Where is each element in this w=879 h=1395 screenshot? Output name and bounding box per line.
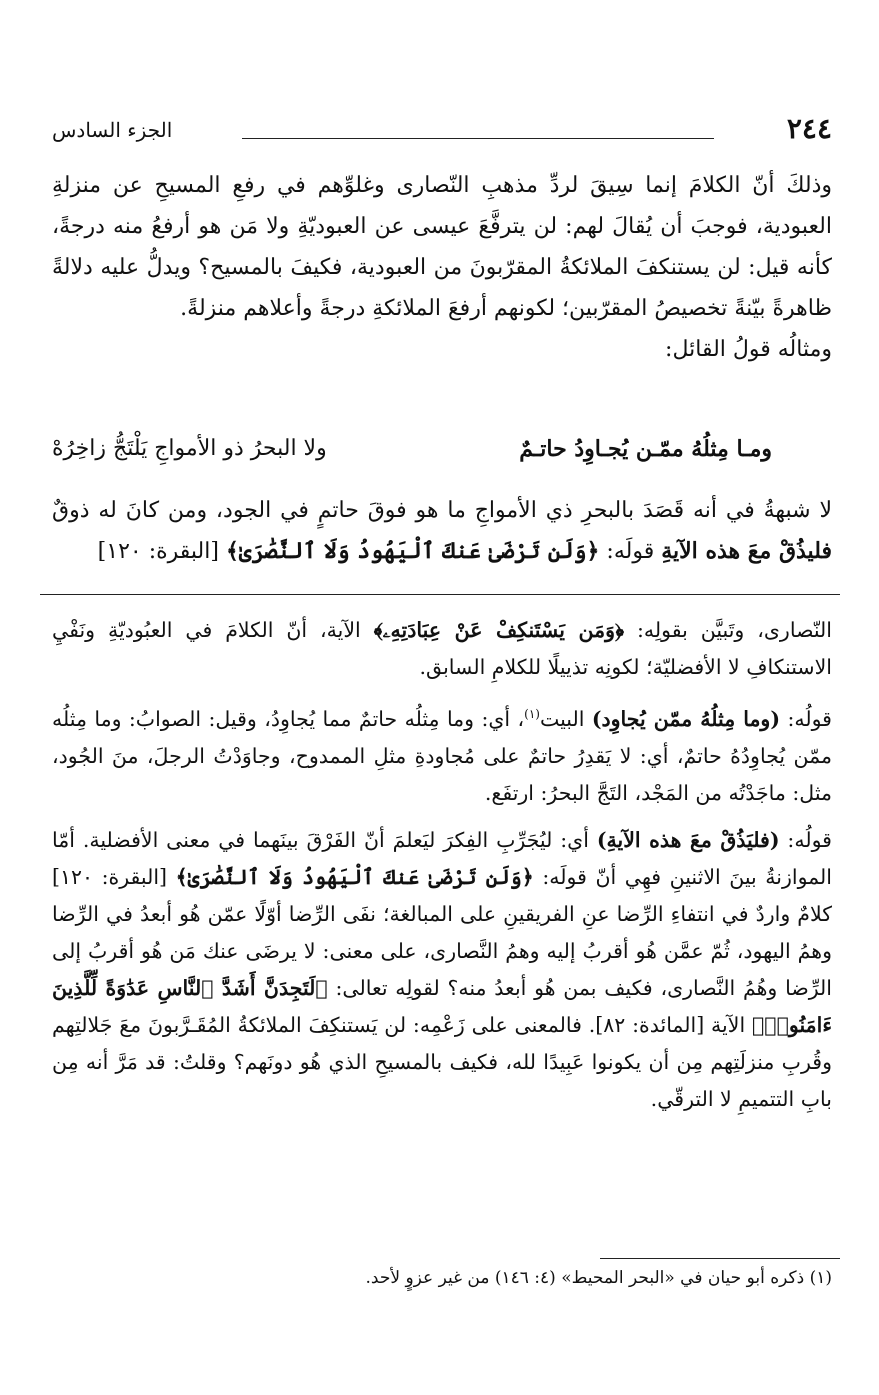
main-paragraph-1: وذلكَ أنّ الكلامَ إنما سِيقَ لردِّ مذهبِ النّصارى وغلوِّهم في رفعِ المسيحِ عن منزلةِ العبودية، فوجبَ أن يُقالَ لهم: لن يترفَّعَ عيسى عن العبوديّةِ ولا مَن هو أرفعُ منه درجةً، كأنه قيل: لن يستنكفَ الملائكةُ المقرّبونَ من العبودية، فكيفَ بالمسيح؟ ويدلُّ عليه دلالةً ظاهرةً بيّنةً تخصيصُ المقرّبين؛ لكونهم أرفعَ الملائكةِ درجةً وأعلاهم منزلةً. [52, 173, 832, 321]
commentary-paragraph-3 [52, 822, 832, 1118]
quran-verse: ﴿وَلَن تَرْضَىٰ عَنكَ ٱلْيَهُودُ وَلَا ٱلنَّصَٰرَىٰ﴾ [225, 538, 600, 564]
quran-verse: ﴿لَتَجِدَنَّ أَشَدَّ ٱلنَّاسِ عَدَٰوَةً لِّلَّذِينَ ءَامَنُوا۟﴾ [52, 975, 832, 1037]
footnote-marker[interactable]: (١) [524, 707, 540, 721]
running-title: الجزء السادس [52, 118, 173, 142]
footnote: (١) ذكره أبو حيان في «البحر المحيط» (٤: ١٤٦) من غير عزوٍ لأحد. [365, 1268, 832, 1288]
commentary-text: الآية، أنّ الكلامَ في العبُوديّةِ ونَفْيِ الاستنكافِ لا الأفضليّة؛ لكونِه تذييلًا للكلامِ السابق. [52, 618, 832, 679]
verse-first-hemistich: ومـا مِثلُهُ ممّـن يُجـاوِدُ حاتـمٌ [519, 436, 772, 462]
commentary-text: فالمعنى على زَعْمِه: لن يَستنكِفَ الملائكةُ المُقَـرَّبونَ معَ جَلالتِهم وقُربِ منزلَتِهم مِن أن يكونوا عَبِيدًا لله، فكيف بالمسيحِ الذي هُو دونَهم؟ وقلتُ: قد مَرَّ أنه مِن بابِ التتميمِ لا الترقّي. [52, 1012, 832, 1111]
commentary-text: البيت [539, 706, 585, 731]
commentary-label: قولُه: [787, 706, 832, 731]
paragraph-3-mid: قولَه: [606, 539, 655, 564]
commentary-text: النّصارى، وتَبيَّن بقولِه: [637, 618, 832, 642]
quran-verse: ﴿وَمَن يَسْتَنكِفْ عَنْ عِبَادَتِهِۦ﴾ [373, 618, 625, 642]
verse-reference: [البقرة: ١٢٠] [52, 864, 168, 889]
main-paragraph-3 [52, 490, 832, 572]
page-header [52, 112, 832, 152]
footnote-rule [600, 1258, 840, 1259]
quran-verse: ﴿وَلَن تَرْضَىٰ عَنكَ ٱلْيَهُودُ وَلَا ٱلنَّصَٰرَىٰ﴾ [175, 864, 534, 889]
commentary-label: قولُه: [787, 827, 832, 852]
paragraph-3-text: لا شبهةُ في أنه قَصَدَ بالبحرِ ذي الأمواجِ ما هو فوقَ حاتمٍ في الجود، ومن كانَ له ذوقٌ [52, 498, 832, 523]
main-text-continued [52, 490, 832, 572]
commentary-text: كلامٌ واردٌ في انتفاءِ الرِّضا عنِ الفريقينِ على المبالغة؛ نفَى الرِّضا أوّلًا عمّن هُو أبعدُ في الرِّضا وهمُ اليهود، ثُمّ عمَّن هُو أقربُ إليه وهمُ النَّصارى، على معنى: لا يرضَى عنك مَن هُو أقربُ إلى الرِّضا وهُمُ النَّصارى، فكيف بمن هُو أبعدُ منه؟ لقولِه تعالى: [52, 901, 832, 1000]
commentary [52, 612, 832, 1128]
header-rule [242, 138, 714, 139]
commentary-text: ، أي: وما مِثلُه حاتمٌ مما يُجاوِدُ، وقيل: الصوابُ: وما مِثلُه ممّن يُجاوِدُهُ حاتمٌ، أي: لا يَقدِرُ حاتمٌ على مُجاودةِ مثلِ الممدوح، وجاوَدْتُ الرجلَ، منَ الجُود، مثل: ماجَدْتُه من المَجْد، التَجَّ البحرُ: ارتفَع. [52, 706, 832, 805]
commentary-paragraph-1 [52, 612, 832, 686]
commentary-paragraph-2 [52, 696, 832, 812]
verse-reference: الآية [المائدة: ٨٢]. [588, 1012, 746, 1037]
poetry-verse [52, 430, 832, 474]
text-divider [40, 594, 840, 595]
commentary-quote: (وما مِثلُهُ ممّن يُجاوِد) [591, 706, 781, 731]
commentary-quote: (فليَذُقْ معَ هذه الآيةِ) [596, 827, 780, 852]
paragraph-3-bold: فليذُقْ معَ هذه الآيةِ [661, 538, 832, 564]
verse-second-hemistich: ولا البحرُ ذو الأمواجِ يَلْتَجُّ زاخِرُهْ [52, 436, 327, 461]
page-number: ٢٤٤ [786, 112, 832, 145]
main-paragraph-2: ومثالُه قولُ القائل: [665, 337, 832, 362]
commentary-text: أي: ليُجَرِّبِ الفِكرَ ليَعلمَ أنّ الفَرْقَ بينَهما في معنى الأفضلية. أمّا الموازنةُ بينَ الاثنينِ فهِي أنّ قولَه: [52, 827, 832, 889]
verse-reference: [البقرة: ١٢٠] [97, 539, 219, 564]
main-text [52, 165, 832, 370]
